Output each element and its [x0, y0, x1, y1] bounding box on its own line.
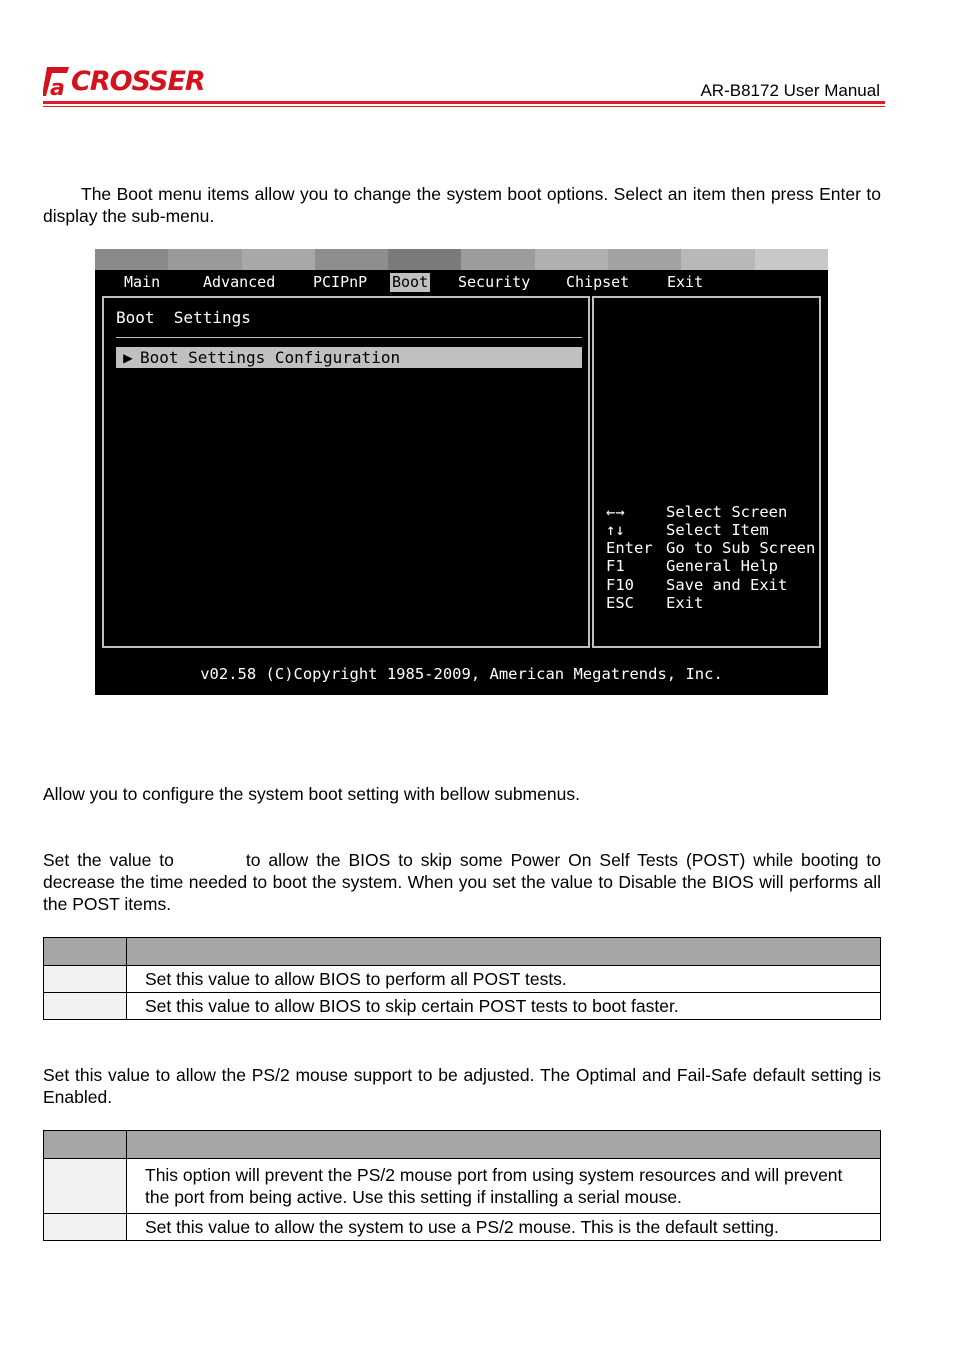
bios-menu-chipset[interactable]: Chipset [566, 273, 630, 291]
help-row [606, 594, 703, 612]
bios-screenshot [95, 249, 828, 695]
bios-section-title: Boot Settings [116, 308, 251, 327]
bios-title-stripes [95, 249, 828, 270]
bios-item-label: Boot Settings Configuration [140, 348, 401, 367]
acrosser-logo [43, 63, 205, 99]
quick-boot-desc-part-a: Set the value to [43, 850, 174, 870]
help-key: Enter [606, 539, 653, 557]
help-key: F1 [606, 557, 625, 575]
quick-boot-desc-part-b: to allow the BIOS to skip some Power On Self Tests (POST) while booting to decrease the time needed to boot the system. When you set the value to Disable the BIOS will performs all the POST items. [43, 850, 881, 914]
help-desc: General Help [666, 557, 778, 575]
help-desc: Go to Sub Screen [666, 539, 816, 557]
arrow-up-down-icon: ↑↓ [606, 521, 625, 539]
help-key: ESC [606, 594, 634, 612]
bios-main-panel [102, 296, 590, 648]
bios-menu-advanced[interactable]: Advanced [203, 273, 276, 291]
help-desc: Exit [666, 594, 704, 612]
description-cell: Set this value to allow BIOS to skip certain POST tests to boot faster. [127, 993, 881, 1020]
help-desc: Select Item [666, 521, 769, 539]
manual-title: AR-B8172 User Manual [700, 81, 880, 100]
help-row [606, 576, 787, 594]
acrosser-logo-mark-icon [43, 65, 71, 97]
intro-paragraph: The Boot menu items allow you to change the system boot options. Select an item then press Enter to display the sub-menu. [43, 184, 881, 226]
ps2-mouse-description: Set this value to allow the PS/2 mouse support to be adjusted. The Optimal and Fail-Safe default setting is Enabled. [43, 1065, 881, 1107]
arrow-left-right-icon: ←→ [606, 503, 625, 521]
table-header-cell [44, 1131, 127, 1159]
help-row [606, 521, 769, 539]
bios-menu-security[interactable]: Security [458, 273, 531, 291]
bios-menu-pcipnp[interactable]: PCIPnP [313, 273, 368, 291]
logo-text: CROSSER [71, 65, 205, 97]
help-desc: Save and Exit [666, 576, 788, 594]
option-cell [44, 1214, 127, 1241]
bios-menu-bar [95, 270, 828, 296]
description-cell: This option will prevent the PS/2 mouse port from using system resources and will prevent the port from being active. Use this setting if installing a serial mouse. [127, 1159, 881, 1214]
bios-menu-main[interactable]: Main [124, 273, 161, 291]
boot-settings-description: Allow you to configure the system boot setting with bellow submenus. [43, 784, 580, 804]
bios-separator [116, 337, 582, 338]
bios-menu-exit[interactable]: Exit [667, 273, 704, 291]
svg-text:a: a [50, 76, 64, 99]
table-row [44, 1159, 881, 1214]
quick-boot-options-table [43, 937, 881, 1020]
help-row [606, 557, 778, 575]
bios-menu-boot[interactable]: Boot [392, 273, 429, 291]
table-row [44, 1214, 881, 1241]
help-row [606, 539, 815, 557]
help-desc: Select Screen [666, 503, 788, 521]
table-header-cell [44, 938, 127, 966]
header-rule-thin [43, 106, 885, 107]
submenu-arrow-icon: ▶ [123, 348, 133, 367]
option-cell [44, 1159, 127, 1214]
table-row [44, 993, 881, 1020]
quick-boot-description [43, 849, 881, 915]
description-cell: Set this value to allow the system to use a PS/2 mouse. This is the default setting. [127, 1214, 881, 1241]
option-cell [44, 993, 127, 1020]
ps2-mouse-options-table [43, 1130, 881, 1241]
help-row [606, 503, 787, 521]
header-rule [43, 101, 885, 104]
description-cell: Set this value to allow BIOS to perform all POST tests. [127, 966, 881, 993]
table-header-cell [127, 1131, 881, 1159]
bios-help-panel [592, 296, 821, 648]
bios-copyright: v02.58 (C)Copyright 1985-2009, American Megatrends, Inc. [200, 665, 723, 683]
bios-item-boot-settings-configuration[interactable] [116, 347, 582, 368]
table-header-cell [127, 938, 881, 966]
table-row [44, 966, 881, 993]
help-key: F10 [606, 576, 634, 594]
option-cell [44, 966, 127, 993]
